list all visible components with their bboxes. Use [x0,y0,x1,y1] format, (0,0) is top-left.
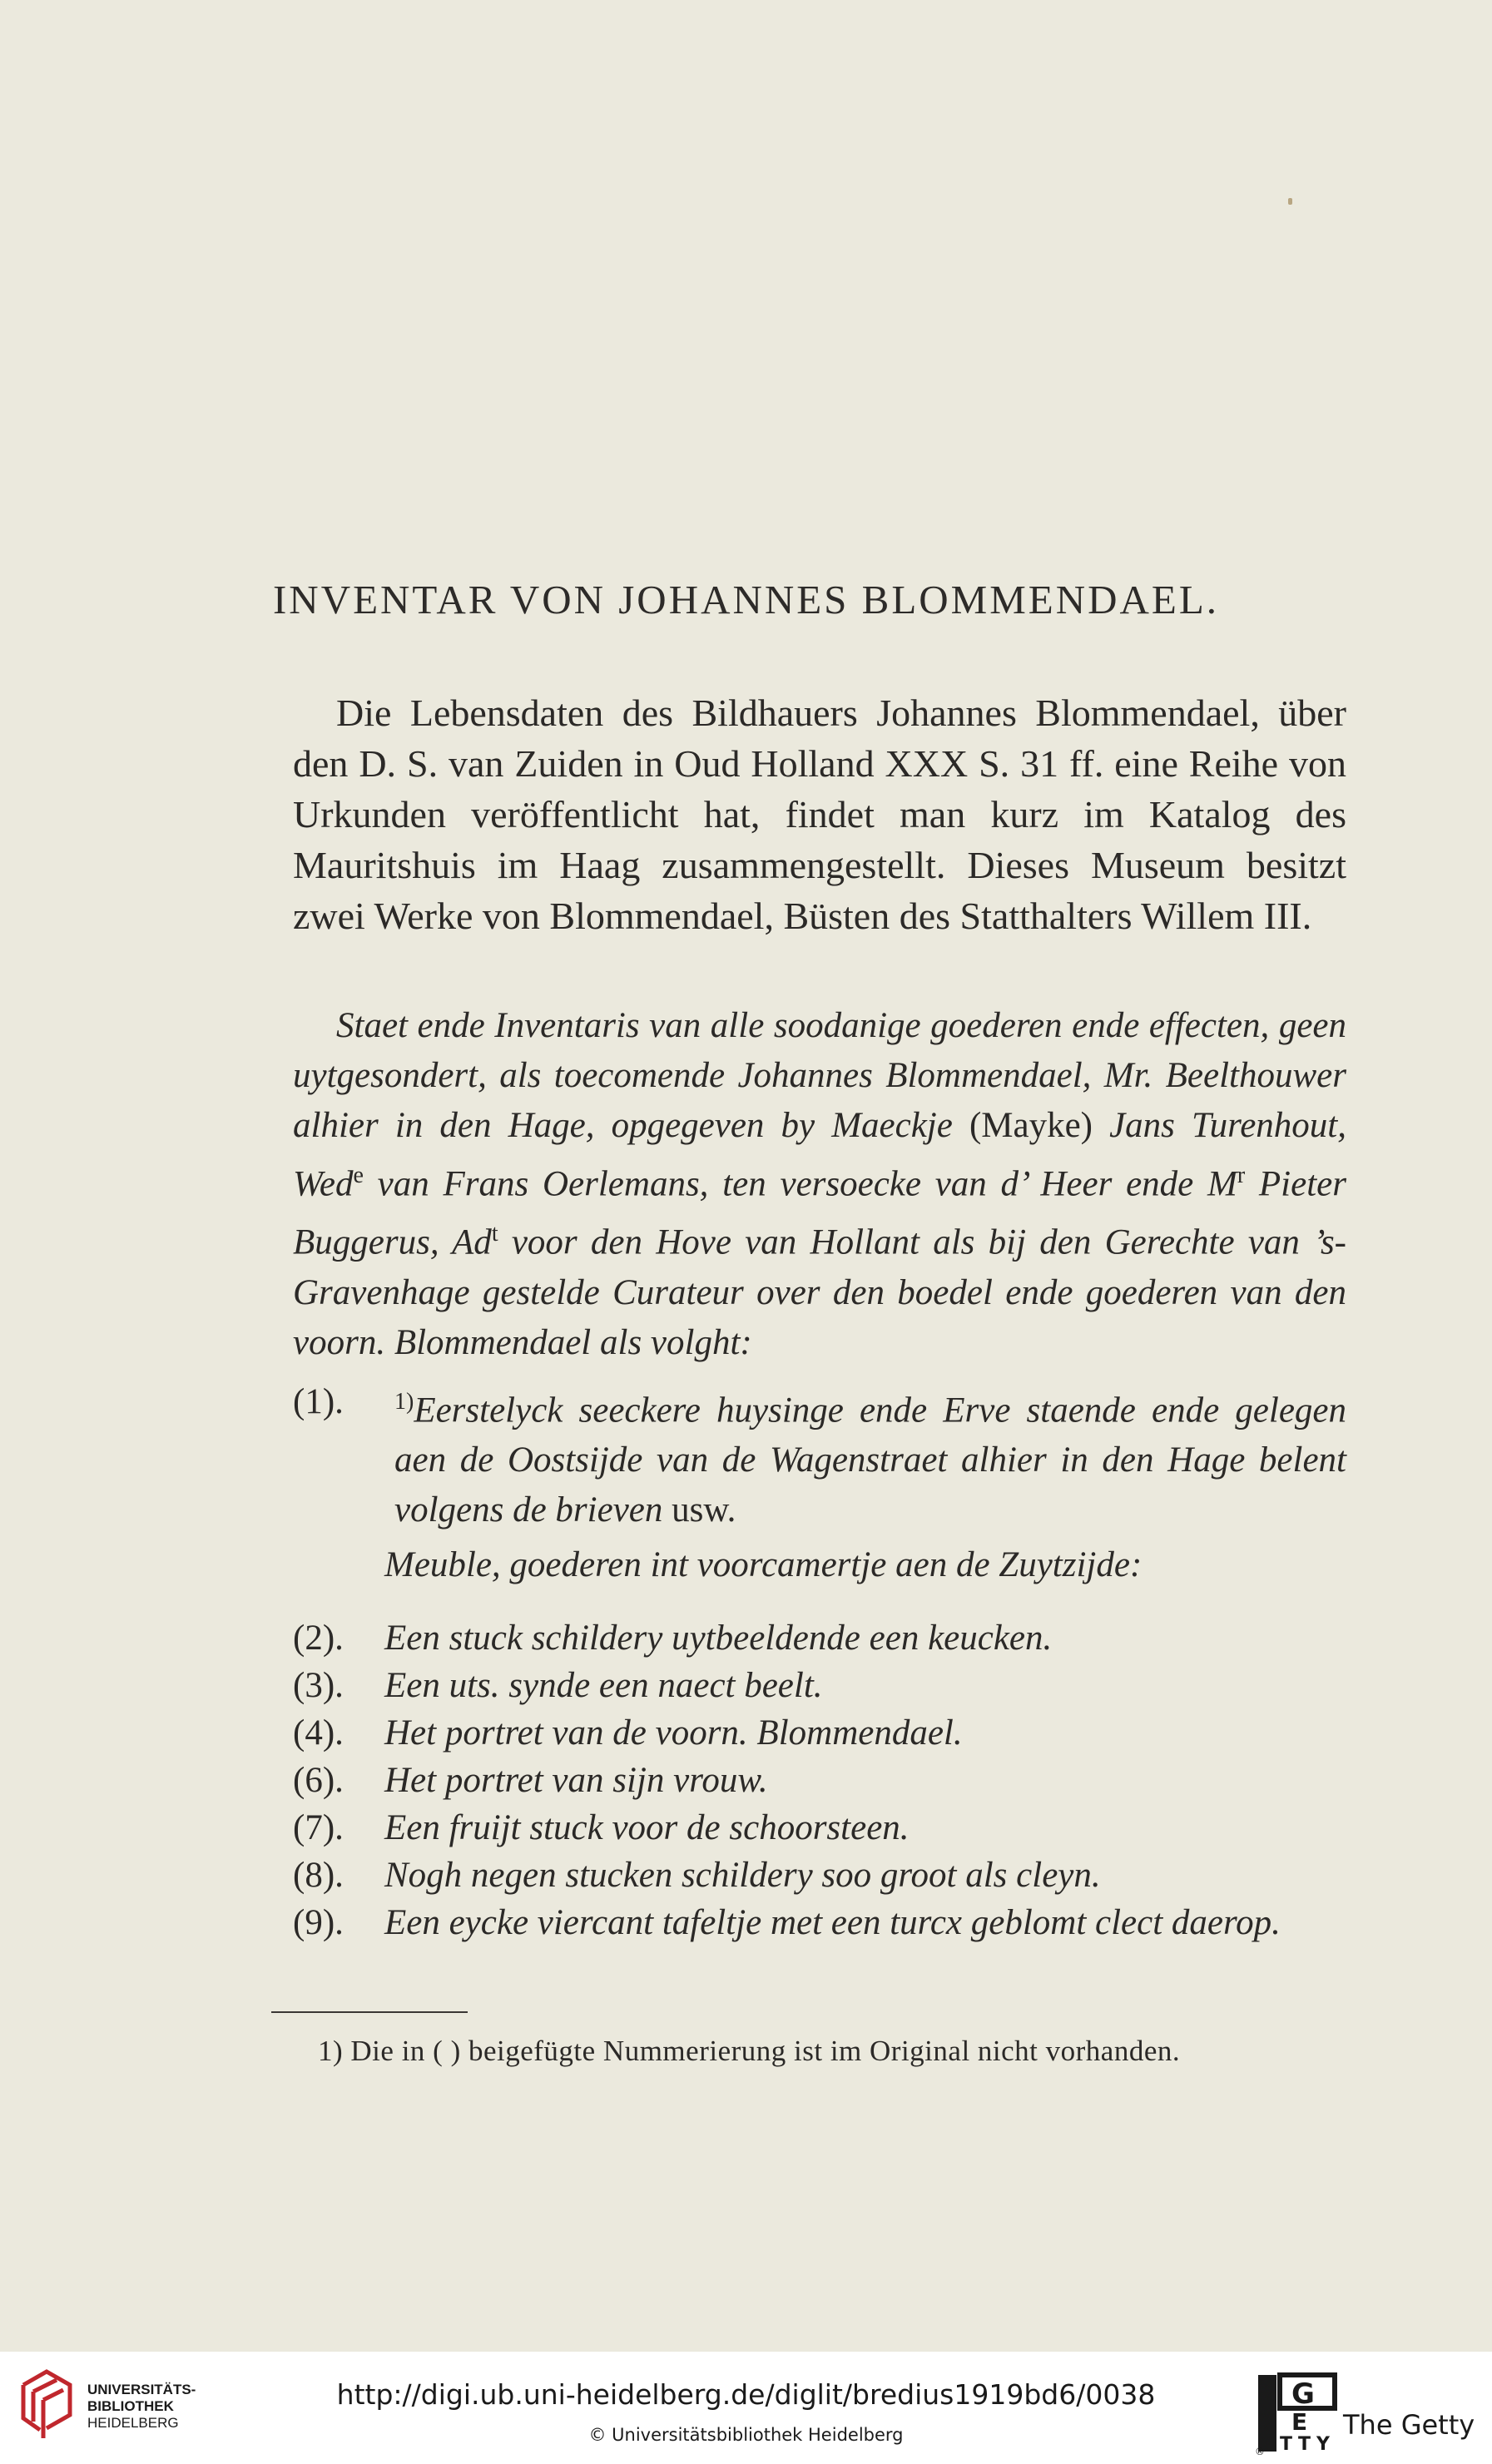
paper-speck [1288,198,1292,205]
inventory-item: (9). Een eycke viercant tafeltje met een turcx geblomt clect daerop. [293,1898,1346,1948]
getty-logo-letter: T [1280,2434,1293,2455]
footnote-mark: 1) [394,1389,414,1415]
inventory-item: (6). Het portret van sijn vrouw. [293,1756,1346,1806]
permalink-url[interactable]: http://digi.ub.uni-heidelberg.de/diglit/bredius1919bd6/0038 [336,2378,1156,2411]
inventory-item: (4). Het portret van de voorn. Blommendael. [293,1708,1346,1758]
item-number: (4). [293,1713,344,1753]
getty-logo-letter: Y [1316,2434,1330,2455]
getty-logo-letter: T [1298,2434,1311,2455]
page-title: INVENTAR VON JOHANNES BLOMMENDAEL. [272,577,1220,622]
inventory-heading-paragraph: Staet ende Inventaris van alle soodanige goederen ende effecten, geen uytgesondert, als toecomende Johannes Blommendael, Mr. Beelthouwer alhier in den Hage, opgegeven by Maeckje (Mayke) Jans Turenhout, Wed$^e$ van Frans Oerlemans, ten versoecke van d’ Heer ende $M^r$ Pieter Buggerus, Ad$^t$ voor den Hove van Hollant als bij den Gerechte van ’s-Gravenhage gestelde Curateur over den boedel ende goederen van den voorn. Blommendael als volght: [293,1006,1346,1362]
registered-mark: ® [1255,2446,1265,2455]
item-number: (7). [293,1808,344,1847]
item-number: (2). [293,1619,344,1658]
getty-logo-icon[interactable] [1255,2372,1338,2455]
inventory-item: (7). Een fruijt stuck voor de schoorsteen. [293,1803,1346,1853]
getty-logo-letter: G [1291,2377,1315,2411]
getty-logo-letter: E [1291,2408,1308,2436]
item-number: (9). [293,1903,344,1942]
item-number: (8). [293,1856,344,1895]
ub-heidelberg-wordmark[interactable]: UNIVERSITÄTS- BIBLIOTHEK HEIDELBERG [87,2382,196,2431]
item-number: (3). [293,1666,344,1705]
inventory-item: (1). $^{1)}$Eerstelyck seeckere huysinge ende Erve staende ende gelegen aen de Oostsijde van de Wagenstraet alhier in den Hage belent volgens de brieven usw. [293,1377,1346,1535]
getty-wordmark[interactable]: The Getty [1343,2409,1475,2441]
inventory-item: (2). Een stuck schildery uytbeeldende een keucken. [293,1614,1346,1663]
item-number: (6). [293,1761,344,1800]
inventory-item: (8). Nogh negen stucken schildery soo groot als cleyn. [293,1851,1346,1901]
footnote: 1) Die in ( ) beigefügte Nummerierung ist im Original nicht vorhanden. [318,2035,1181,2067]
copyright-notice: © Universitätsbibliothek Heidelberg [588,2425,904,2445]
footnote-rule [271,2011,468,2013]
intro-paragraph: Die Lebensdaten des Bildhauers Johannes Blommendael, über den D. S. van Zuiden in Oud Holland XXX S. 31 ff. eine Reihe von Urkunden veröffentlicht hat, findet man kurz im Katalog des Mauritshuis im Haag zusammengestellt. Dieses Museum besitzt zwei Werke von Blommendael, Büsten des Statthalters Willem III. [293,692,1346,937]
inventory-item: (3). Een uts. synde een naect beelt. [293,1661,1346,1711]
item-number: (1). [293,1382,344,1421]
inventory-subheading: Meuble, goederen int voorcamertje aen de Zuytzijde: [384,1545,1143,1584]
